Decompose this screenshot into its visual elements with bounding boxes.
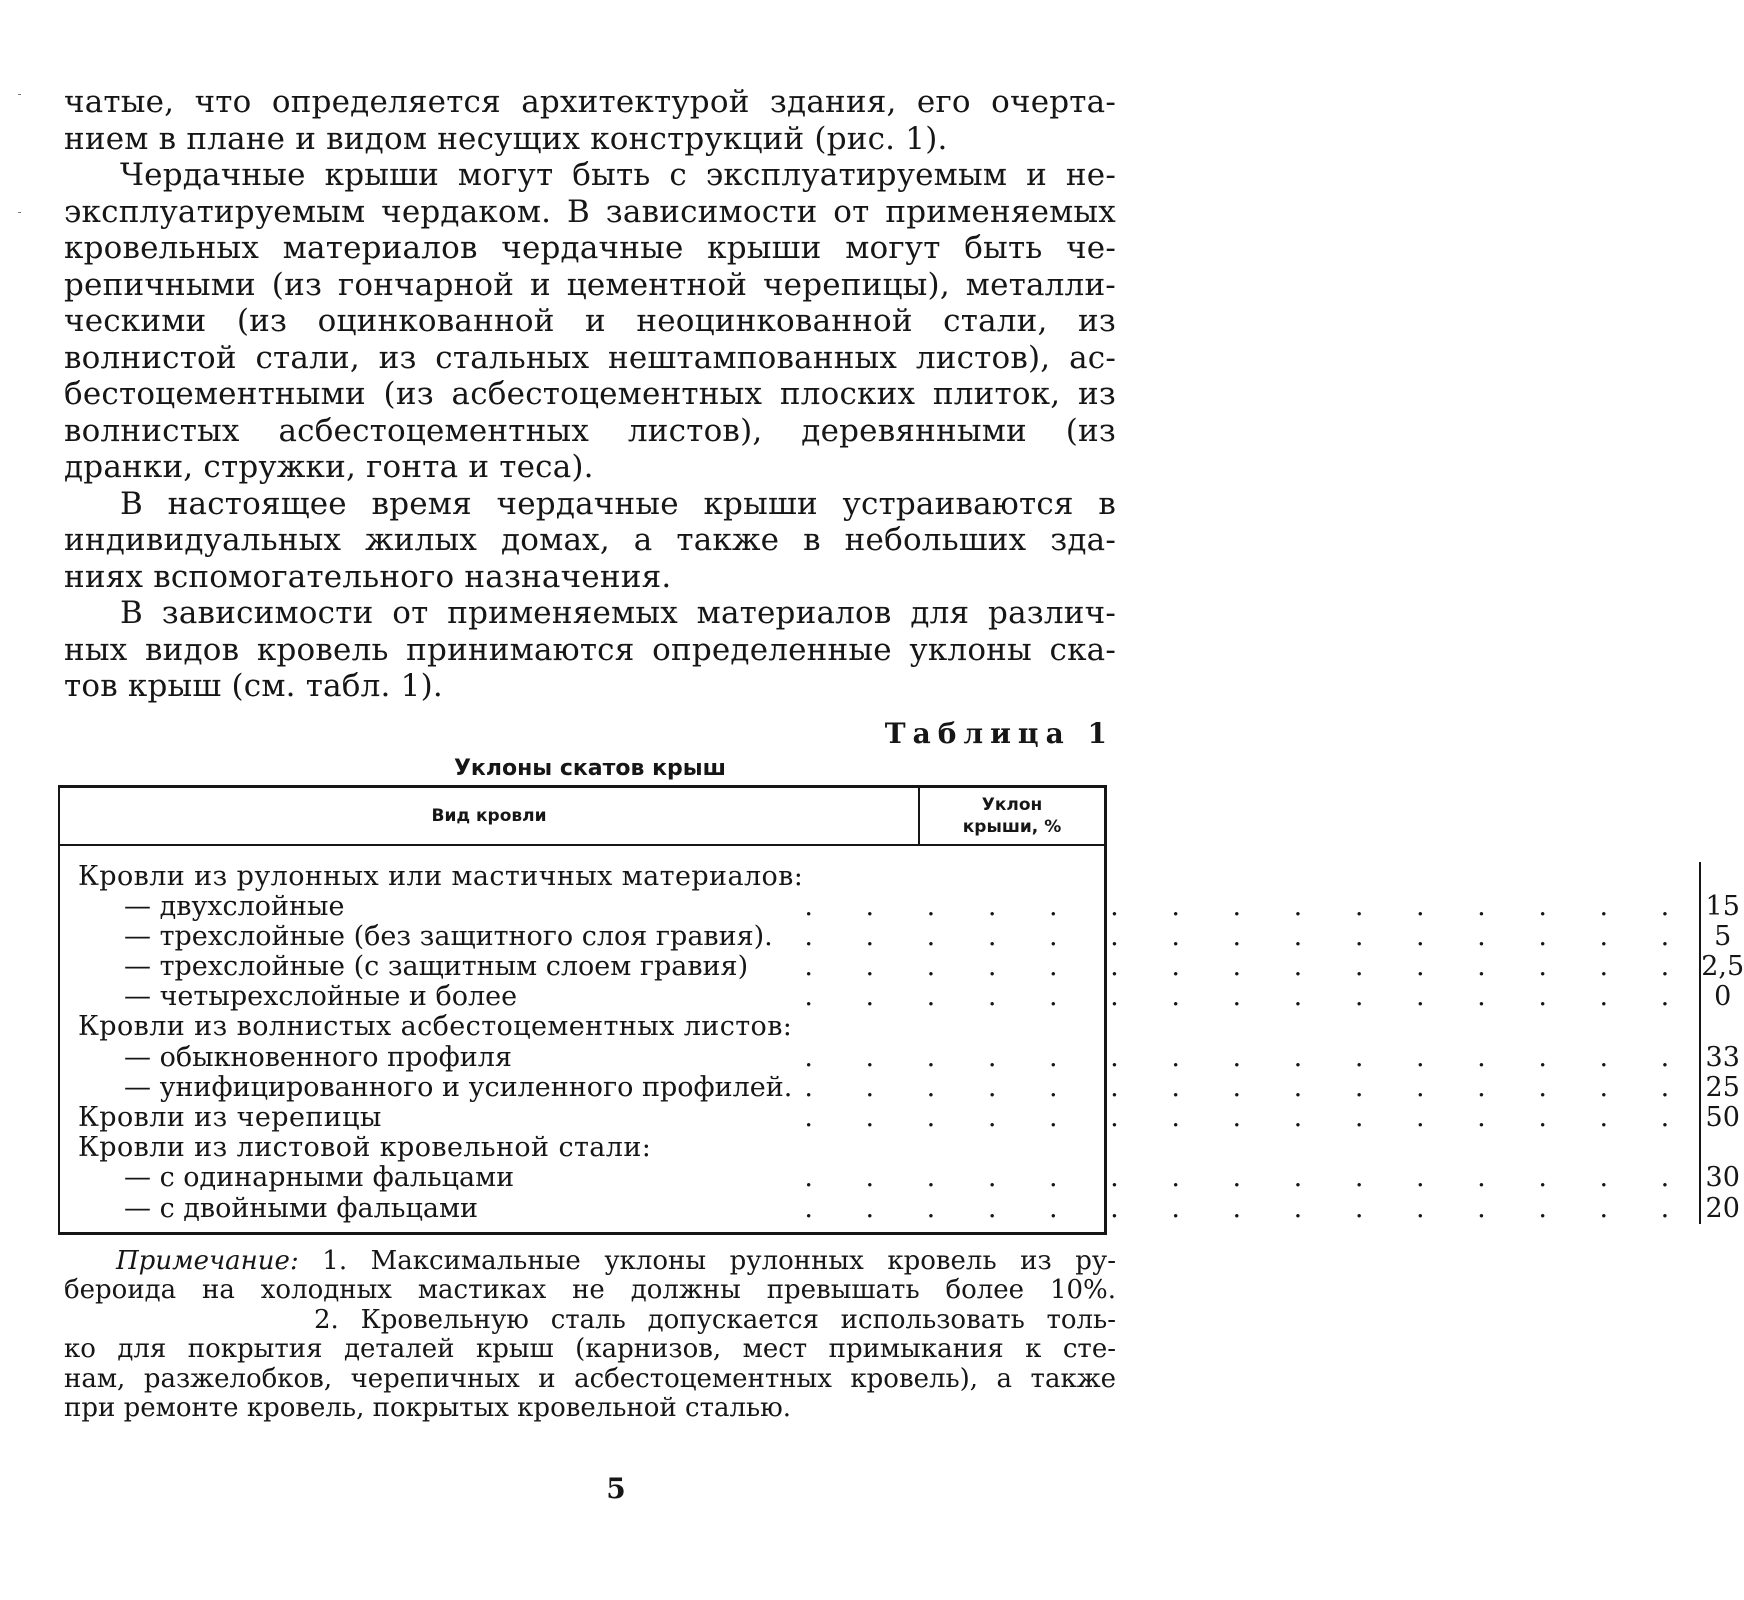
slope-value: 2,5 xyxy=(1701,951,1744,983)
paragraph-4 xyxy=(64,595,1116,705)
table-note xyxy=(64,1247,1116,1424)
leader-dots: . . . . . . . . . . . . . . . xyxy=(804,1192,1692,1224)
text-line: ных видов кровель принимаются определенные уклоны ска- xyxy=(64,631,1116,668)
slope-value: 5 xyxy=(1714,920,1732,952)
header-slope xyxy=(920,788,1104,844)
slope-value xyxy=(1701,862,1744,892)
text-line: В зависимости от применяемых материалов для различ- xyxy=(120,595,1116,631)
leader-dots: . . . . . . . . . . . . . . . xyxy=(804,920,1692,952)
leader-dots: . . . . . . . . . . . . . . . xyxy=(804,1041,1692,1073)
slope-value: 50 xyxy=(1705,1102,1740,1133)
roof-type-text: — трехслойные (без защитного слоя гравия). xyxy=(124,920,773,952)
roof-type-text: — с одинарными фальцами xyxy=(124,1162,515,1194)
text-line: эксплуатируемым чердаком. В зависимости от применяемых xyxy=(64,193,1116,230)
text-line: репичными (из гончарной и цементной черепицы), металли- xyxy=(64,266,1116,303)
text-line: индивидуальных жилых домах, а также в небольших зда- xyxy=(64,522,1116,558)
leader-dots: . . . . . . . . . . . . . . . xyxy=(804,1162,1692,1194)
table-row xyxy=(78,1073,1691,1103)
roof-type-text: Кровли из рулонных или мастичных материалов: xyxy=(78,860,804,892)
note-line: 2. Кровельную сталь допускается использовать толь- xyxy=(314,1304,1116,1335)
paragraph-3 xyxy=(64,486,1116,596)
text-line: ниях вспомогательного назначения. xyxy=(64,558,672,595)
table-body xyxy=(60,846,1744,1232)
table-label: Таблица 1 xyxy=(884,716,1114,750)
roof-type-text: — трехслойные (с защитным слоем гравия) xyxy=(124,951,749,983)
leader-dots: . . . . . . . . . . . . . . . xyxy=(804,890,1692,922)
table-row xyxy=(78,1103,1691,1133)
text-line: чатые, что определяется архитектурой здания, его очерта- xyxy=(64,84,1116,120)
slope-value xyxy=(1701,1012,1744,1042)
roof-type-column xyxy=(60,862,1701,1224)
table-row xyxy=(78,982,1691,1012)
leader-dots: . . . . . . . . . . . . . . . xyxy=(804,1071,1692,1103)
roof-type-text: — с двойными фальцами xyxy=(124,1192,478,1224)
table-row xyxy=(78,1012,1691,1042)
slope-value: 30 xyxy=(1705,1162,1740,1194)
note-lead: Примечание: xyxy=(116,1245,299,1276)
note-line xyxy=(64,1247,1116,1277)
page-body xyxy=(64,84,1744,1424)
note-line: нам, разжелобков, черепичных и асбестоцементных кровель), а также xyxy=(64,1363,1116,1394)
roof-type-text: — четырехслойные и более xyxy=(124,981,518,1013)
roof-type-text: — двухслойные xyxy=(124,890,345,922)
table-row xyxy=(78,1133,1691,1163)
slope-value xyxy=(1701,1133,1744,1163)
text-line: бестоцементными (из асбестоцементных плоских плиток, из xyxy=(64,376,1116,412)
page-number: 5 xyxy=(606,1472,626,1505)
header-slope-line1: Уклон xyxy=(981,794,1043,815)
scan-mark xyxy=(18,94,21,95)
slope-value: 25 xyxy=(1705,1071,1740,1103)
roof-type-text: Кровли из листовой кровельной стали: xyxy=(78,1132,652,1164)
leader-dots: . . . . . . . . . . . . . . . xyxy=(804,951,1692,983)
text-line: волнистой стали, из стальных нештампованных листов), ас- xyxy=(64,339,1116,376)
text-line: Чердачные крыши могут быть с эксплуатируемым и не- xyxy=(120,157,1116,193)
table-row xyxy=(78,1163,1691,1193)
table-title: Уклоны скатов крыш xyxy=(453,755,727,781)
table-row xyxy=(78,1043,1691,1073)
roof-type-text: — унифицированного и усиленного профилей. xyxy=(124,1071,793,1103)
table-row xyxy=(78,952,1691,982)
note-line: при ремонте кровель, покрытых кровельной сталью. xyxy=(64,1393,792,1424)
text-line: нием в плане и видом несущих конструкций (рис. 1). xyxy=(64,120,948,157)
slope-column xyxy=(1701,862,1744,1224)
paragraph-1 xyxy=(64,84,1116,157)
text-line: кровельных материалов чердачные крыши могут быть че- xyxy=(64,230,1116,266)
table-row xyxy=(78,892,1691,922)
table-header xyxy=(60,788,1104,846)
slope-value: 20 xyxy=(1705,1192,1740,1224)
slope-value: 15 xyxy=(1705,890,1740,922)
text-line: ческими (из оцинкованной и неоцинкованной стали, из xyxy=(64,303,1116,339)
header-roof-type: Вид кровли xyxy=(60,788,920,844)
note-text: 1. Максимальные уклоны рулонных кровель из ру- xyxy=(298,1245,1116,1276)
table-row xyxy=(78,862,1691,892)
slopes-table xyxy=(58,785,1744,1235)
text-line: дранки, стружки, гонта и теса). xyxy=(64,449,594,485)
table-row xyxy=(78,1194,1691,1224)
scan-mark xyxy=(18,212,21,213)
note-line: бероида на холодных мастиках не должны превышать более 10%. xyxy=(64,1275,1116,1306)
leader-dots: . . . . . . . . . . . . . . . xyxy=(804,981,1692,1013)
text-line: В настоящее время чердачные крыши устраиваются в xyxy=(120,485,1116,522)
roof-type-text: — обыкновенного профиля xyxy=(124,1041,512,1073)
text-line: тов крыш (см. табл. 1). xyxy=(64,668,443,704)
roof-type-text: Кровли из черепицы xyxy=(78,1102,382,1133)
header-slope-line2: крыши, % xyxy=(962,816,1062,837)
table-row xyxy=(78,922,1691,952)
text-line: волнистых асбестоцементных листов), деревянными (из xyxy=(64,412,1116,449)
slope-value: 33 xyxy=(1705,1041,1740,1073)
slope-value: 0 xyxy=(1714,981,1732,1013)
roof-type-text: Кровли из волнистых асбестоцементных листов: xyxy=(78,1011,793,1043)
paragraph-2 xyxy=(64,157,1116,486)
leader-dots: . . . . . . . . . . . . . . . xyxy=(804,1102,1692,1133)
note-line: ко для покрытия деталей крыш (карнизов, мест примыкания к сте- xyxy=(64,1334,1116,1365)
